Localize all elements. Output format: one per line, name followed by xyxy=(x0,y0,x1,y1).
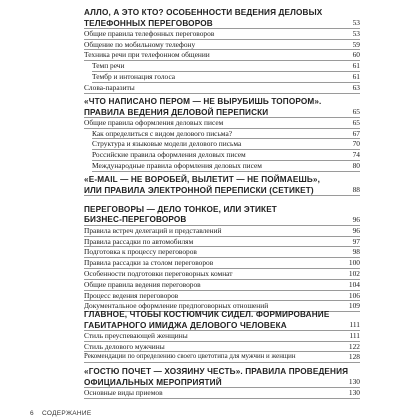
entry-title: БИЗНЕС-ПЕРЕГОВОРОВ xyxy=(84,215,187,224)
entry-title: Российские правила оформления деловых писем xyxy=(92,150,246,160)
toc-entry[interactable] xyxy=(84,118,360,129)
toc-subentry[interactable] xyxy=(84,129,360,140)
entry-title: Правила встреч делегаций и представлений xyxy=(84,225,222,235)
section-page-row xyxy=(84,185,360,196)
toc-entry[interactable] xyxy=(84,40,360,51)
divider xyxy=(92,171,360,172)
page-number: 128 xyxy=(348,352,360,362)
entry-title: Документальное оформление предпоговорных отношений xyxy=(84,301,269,311)
page-number: 67 xyxy=(352,128,360,138)
toc-section xyxy=(84,204,360,312)
toc-entry[interactable] xyxy=(84,50,360,61)
page-number: 96 xyxy=(352,215,360,224)
toc-section xyxy=(84,309,360,363)
toc-entry[interactable] xyxy=(84,342,360,353)
divider xyxy=(84,398,360,399)
toc-subentry[interactable] xyxy=(84,150,360,161)
toc-entry[interactable] xyxy=(84,83,360,94)
page-number: 59 xyxy=(352,39,360,49)
toc-section xyxy=(84,174,360,196)
toc-section xyxy=(84,7,360,94)
section-page-row xyxy=(84,320,360,331)
toc-entry[interactable] xyxy=(84,226,360,237)
entry-title: Темп речи xyxy=(92,61,125,71)
divider xyxy=(84,362,360,363)
page-number: 97 xyxy=(352,236,360,246)
entry-title: Международные правила оформления деловых писем xyxy=(92,160,262,170)
page-number: 88 xyxy=(352,185,360,194)
page-number: 122 xyxy=(348,341,360,351)
entry-title: Общие правила телефонных переговоров xyxy=(84,28,215,38)
toc-entry[interactable] xyxy=(84,352,360,363)
page-number: 96 xyxy=(352,225,360,235)
page-number: 130 xyxy=(348,377,360,386)
page-number: 109 xyxy=(348,301,360,311)
page-number: 53 xyxy=(352,18,360,27)
page-number: 98 xyxy=(352,247,360,257)
toc-entry[interactable] xyxy=(84,215,360,226)
page-number: 63 xyxy=(352,82,360,92)
divider xyxy=(84,93,360,94)
section-title: «ГОСТЮ ПОЧЕТ — ХОЗЯИНУ ЧЕСТЬ». ПРАВИЛА ПРОВЕДЕНИЯ ОФИЦИАЛЬНЫХ МЕРОПРИЯТИЙ xyxy=(84,367,349,387)
page-number: 106 xyxy=(348,290,360,300)
page-number: 111 xyxy=(349,320,360,329)
entry-title: Основные виды приемов xyxy=(84,387,163,397)
entry-title: Правила рассадки по автомобилям xyxy=(84,236,194,246)
page-number: 130 xyxy=(348,387,360,397)
entry-title: Стиль преуспевающей женщины xyxy=(84,330,188,340)
toc-entry[interactable] xyxy=(84,247,360,258)
page-number: 61 xyxy=(352,61,360,71)
divider xyxy=(84,195,360,196)
toc-section xyxy=(84,366,360,399)
toc-entry[interactable] xyxy=(84,29,360,40)
section-page-row xyxy=(84,377,360,388)
toc-entry[interactable] xyxy=(84,280,360,291)
entry-title: Особенности подготовки переговорных комнат xyxy=(84,268,233,278)
toc-entry[interactable] xyxy=(84,331,360,342)
entry-title: Общие правила ведения переговоров xyxy=(84,279,201,289)
page-number: 80 xyxy=(352,160,360,170)
entry-title: Процесс ведения переговоров xyxy=(84,290,179,300)
section-title: ПЕРЕГОВОРЫ — ДЕЛО ТОНКОЕ, ИЛИ ЭТИКЕТ xyxy=(84,205,277,214)
toc-entry[interactable] xyxy=(84,291,360,302)
page-number: 61 xyxy=(352,71,360,81)
entry-title: Общие правила оформления деловых писем xyxy=(84,117,224,127)
page-number: 102 xyxy=(348,268,360,278)
page-number: 65 xyxy=(352,107,360,116)
toc-subentry[interactable] xyxy=(84,139,360,150)
page-number: 74 xyxy=(352,150,360,160)
entry-title: Рекомендации по определению своего цветотипа для мужчин и женщин xyxy=(84,353,296,361)
entry-title: Подготовка к процессу переговоров xyxy=(84,247,197,257)
toc-entry[interactable] xyxy=(84,269,360,280)
section-title: АЛЛО, А ЭТО КТО? ОСОБЕННОСТИ ВЕДЕНИЯ ДЕЛОВЫХ ТЕЛЕФОННЫХ ПЕРЕГОВОРОВ xyxy=(84,8,323,28)
entry-title: Техника речи при телефонном общении xyxy=(84,50,210,60)
footer-page-number: 6 xyxy=(30,410,34,417)
entry-title: Тембр и интонация голоса xyxy=(92,71,176,81)
page-number: 100 xyxy=(348,258,360,268)
section-title: «E-MAIL — НЕ ВОРОБЕЙ, ВЫЛЕТИТ — НЕ ПОЙМАЕШЬ», ИЛИ ПРАВИЛА ЭЛЕКТРОННОЙ ПЕРЕПИСКИ (СЕТИКЕТ) xyxy=(84,175,320,195)
toc-entry[interactable] xyxy=(84,258,360,269)
entry-title: Стиль делового мужчины xyxy=(84,341,165,351)
entry-title: Правила рассадки за столом переговоров xyxy=(84,258,214,268)
section-title: «ЧТО НАПИСАНО ПЕРОМ — НЕ ВЫРУБИШЬ ТОПОРОМ». ПРАВИЛА ВЕДЕНИЯ ДЕЛОВОЙ ПЕРЕПИСКИ xyxy=(84,97,322,117)
toc-subentry[interactable] xyxy=(84,161,360,172)
page-number: 65 xyxy=(352,117,360,127)
entry-title: Как определиться с видом делового письма? xyxy=(92,128,232,138)
section-page-row xyxy=(84,18,360,29)
section-title: ГЛАВНОЕ, ЧТОБЫ КОСТЮМЧИК СИДЕЛ. ФОРМИРОВАНИЕ ГАБИТАРНОГО ИМИДЖА ДЕЛОВОГО ЧЕЛОВЕКА xyxy=(84,310,330,330)
toc-subentry[interactable] xyxy=(84,72,360,83)
toc-subentry[interactable] xyxy=(84,61,360,72)
toc-section xyxy=(84,96,360,172)
entry-title: Слова-паразиты xyxy=(84,82,135,92)
section-page-row xyxy=(84,107,360,118)
footer-label: СОДЕРЖАНИЕ xyxy=(42,410,92,417)
entry-title: Общение по мобильному телефону xyxy=(84,39,196,49)
page-number: 53 xyxy=(352,28,360,38)
page-number: 104 xyxy=(348,279,360,289)
page-number: 60 xyxy=(352,50,360,60)
toc-entry[interactable] xyxy=(84,388,360,399)
page-number: 111 xyxy=(349,330,360,340)
toc-entry[interactable] xyxy=(84,237,360,248)
page-footer xyxy=(30,410,92,417)
page-number: 70 xyxy=(352,139,360,149)
entry-title: Структура и языковые модели делового письма xyxy=(92,139,242,149)
